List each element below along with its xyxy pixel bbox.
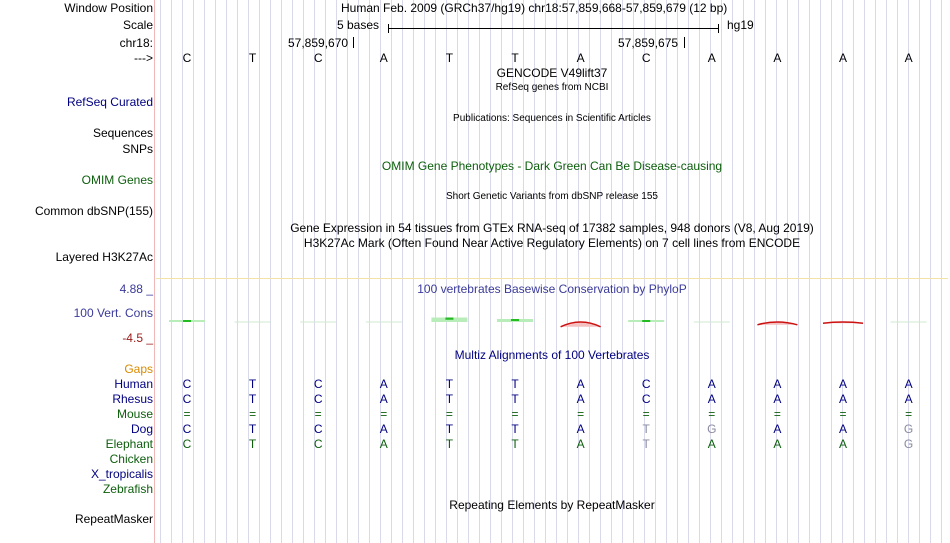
grid-line bbox=[336, 0, 337, 543]
phylop-min-label: -4.5 _ bbox=[122, 331, 153, 345]
grid-line bbox=[776, 0, 777, 543]
omim-track-title[interactable]: OMIM Gene Phenotypes - Dark Green Can Be Disease-causing bbox=[381, 159, 723, 173]
grid-line bbox=[182, 0, 183, 543]
window-position-value[interactable]: Human Feb. 2009 (GRCh37/hg19) chr18:57,859,668-57,859,679 (12 bp) bbox=[341, 1, 728, 15]
grid-line bbox=[787, 0, 788, 543]
phylop-wiggle[interactable] bbox=[156, 300, 948, 340]
phylop-mark-core bbox=[642, 320, 650, 322]
alignment-base: T bbox=[248, 422, 257, 436]
refseq-track-subtitle[interactable]: RefSeq genes from NCBI bbox=[495, 82, 609, 93]
grid-line bbox=[809, 0, 810, 543]
grid-line bbox=[754, 0, 755, 543]
grid-line bbox=[842, 0, 843, 543]
alignment-base: A bbox=[707, 377, 716, 391]
alignment-base: C bbox=[313, 422, 323, 436]
alignment-base: A bbox=[838, 377, 847, 391]
sequences-track-label[interactable]: Sequences bbox=[92, 126, 153, 140]
species-label-x_tropicalis[interactable]: X_tropicalis bbox=[90, 467, 153, 481]
grid-line bbox=[732, 0, 733, 543]
alignment-base: A bbox=[773, 437, 782, 451]
grid-line bbox=[358, 0, 359, 543]
alignment-base: T bbox=[511, 392, 519, 406]
scale-bar-label: 5 bases bbox=[337, 18, 380, 32]
alignment-base: A bbox=[576, 437, 585, 451]
alignment-base: A bbox=[773, 377, 782, 391]
base-letter: A bbox=[707, 51, 716, 65]
alignment-base: T bbox=[445, 422, 454, 436]
grid-line bbox=[765, 0, 766, 543]
grid-line bbox=[688, 0, 689, 543]
alignment-base: = bbox=[905, 407, 913, 421]
grid-line bbox=[292, 0, 293, 543]
grid-line bbox=[468, 0, 469, 543]
alignment-base: G bbox=[903, 422, 914, 436]
alignment-base: T bbox=[642, 422, 650, 436]
species-label-elephant[interactable]: Elephant bbox=[105, 437, 153, 451]
alignment-base: C bbox=[182, 377, 192, 391]
base-letter: C bbox=[182, 51, 192, 65]
grid-line bbox=[721, 0, 722, 543]
grid-line bbox=[490, 0, 491, 543]
grid-line bbox=[897, 0, 898, 543]
species-label-zebrafish[interactable]: Zebrafish bbox=[102, 482, 153, 496]
alignment-base: T bbox=[248, 377, 257, 391]
grid-line bbox=[204, 0, 205, 543]
coord-tick-left bbox=[353, 37, 354, 48]
scale-bar bbox=[388, 24, 719, 33]
alignment-base: C bbox=[313, 377, 323, 391]
alignment-base: A bbox=[576, 377, 585, 391]
grid-line bbox=[446, 0, 447, 543]
base-letter: C bbox=[641, 51, 651, 65]
alignment-base: A bbox=[576, 422, 585, 436]
grid-line bbox=[853, 0, 854, 543]
alignment-base: C bbox=[641, 377, 651, 391]
alignment-base: A bbox=[838, 392, 847, 406]
coord-left: 57,859,670 bbox=[288, 36, 349, 50]
alignment-base: A bbox=[838, 437, 847, 451]
grid-line bbox=[666, 0, 667, 543]
base-letter: A bbox=[904, 51, 913, 65]
phylop-mark-core bbox=[511, 319, 519, 321]
grid-line bbox=[919, 0, 920, 543]
scale-assembly: hg19 bbox=[727, 18, 754, 32]
grid-line bbox=[655, 0, 656, 543]
phylop-mark-negative bbox=[823, 322, 863, 323]
grid-line bbox=[457, 0, 458, 543]
strand-label[interactable]: ---> bbox=[134, 51, 153, 65]
alignment-base: A bbox=[904, 392, 913, 406]
species-label-rhesus[interactable]: Rhesus bbox=[112, 392, 153, 406]
refseq-track-label[interactable]: RefSeq Curated bbox=[66, 95, 153, 109]
phylop-mark-negative bbox=[561, 322, 601, 327]
grid-line bbox=[699, 0, 700, 543]
phylop-track-title[interactable]: 100 vertebrates Basewise Conservation by PhyloP bbox=[417, 282, 687, 296]
grid-line bbox=[270, 0, 271, 543]
grid-line bbox=[391, 0, 392, 543]
grid-line bbox=[380, 0, 381, 543]
phylop-max-label: 4.88 _ bbox=[119, 282, 153, 296]
alignment-base: A bbox=[707, 392, 716, 406]
coord-tick-right bbox=[684, 37, 685, 48]
alignment-base: A bbox=[576, 392, 585, 406]
grid-line bbox=[886, 0, 887, 543]
alignment-base: T bbox=[445, 437, 454, 451]
phylop-track-label[interactable]: 100 Vert. Cons bbox=[73, 306, 153, 320]
grid-line bbox=[677, 0, 678, 543]
alignment-base: G bbox=[903, 437, 914, 451]
track-divider bbox=[154, 0, 155, 543]
grid-line bbox=[941, 0, 942, 543]
section-separator bbox=[156, 278, 948, 279]
grid-line bbox=[413, 0, 414, 543]
species-label-human[interactable]: Human bbox=[114, 377, 153, 391]
grid-line bbox=[743, 0, 744, 543]
grid-line bbox=[435, 0, 436, 543]
h3k27ac-track-label[interactable]: Layered H3K27Ac bbox=[55, 250, 153, 264]
grid-line bbox=[831, 0, 832, 543]
alignment-base: T bbox=[248, 392, 257, 406]
alignment-base: C bbox=[182, 392, 192, 406]
alignment-base: T bbox=[642, 437, 650, 451]
grid-line bbox=[644, 0, 645, 543]
alignment-base: = bbox=[839, 407, 847, 421]
grid-line bbox=[226, 0, 227, 543]
omim-track-label[interactable]: OMIM Genes bbox=[81, 173, 153, 187]
grid-line bbox=[622, 0, 623, 543]
grid-line bbox=[930, 0, 931, 543]
alignment-base: T bbox=[445, 392, 454, 406]
grid-line bbox=[281, 0, 282, 543]
alignment-base: = bbox=[183, 407, 191, 421]
gencode-track-title[interactable]: GENCODE V49lift37 bbox=[496, 66, 608, 80]
alignment-base: A bbox=[838, 422, 847, 436]
grid-line bbox=[171, 0, 172, 543]
alignment-base: = bbox=[314, 407, 322, 421]
alignment-base: = bbox=[380, 407, 388, 421]
dbsnp-track-label[interactable]: Common dbSNP(155) bbox=[34, 204, 153, 218]
alignment-base: A bbox=[379, 422, 388, 436]
alignment-base: G bbox=[707, 422, 717, 436]
multiz-track-title[interactable]: Multiz Alignments of 100 Vertebrates bbox=[454, 348, 650, 362]
grid-line bbox=[864, 0, 865, 543]
alignment-base: C bbox=[313, 392, 323, 406]
base-letter: A bbox=[379, 51, 388, 65]
grid-line bbox=[798, 0, 799, 543]
alignment-base: = bbox=[773, 407, 781, 421]
window-position-label: Window Position bbox=[64, 1, 153, 15]
grid-line bbox=[160, 0, 161, 543]
scale-label: Scale bbox=[122, 18, 153, 32]
grid-line bbox=[820, 0, 821, 543]
alignment-base: C bbox=[182, 422, 192, 436]
alignment-base: T bbox=[511, 422, 519, 436]
base-letter: T bbox=[248, 51, 257, 65]
coord-right: 57,859,675 bbox=[618, 36, 679, 50]
alignment-base: = bbox=[642, 407, 650, 421]
grid-line bbox=[611, 0, 612, 543]
grid-line bbox=[633, 0, 634, 543]
alignment-base: = bbox=[445, 407, 453, 421]
alignment-base: = bbox=[249, 407, 257, 421]
grid-line bbox=[314, 0, 315, 543]
base-letter: T bbox=[511, 51, 519, 65]
repeatmasker-track-title[interactable]: Repeating Elements by RepeatMasker bbox=[449, 498, 655, 512]
grid-line bbox=[347, 0, 348, 543]
base-letter: T bbox=[445, 51, 454, 65]
base-letter: A bbox=[773, 51, 782, 65]
alignment-base: C bbox=[641, 392, 651, 406]
base-letter: C bbox=[313, 51, 323, 65]
alignment-base: T bbox=[511, 377, 519, 391]
alignment-base: = bbox=[511, 407, 519, 421]
gaps-track-label[interactable]: Gaps bbox=[124, 362, 153, 376]
grid-line bbox=[424, 0, 425, 543]
phylop-mark-negative bbox=[757, 322, 797, 325]
grid-line bbox=[325, 0, 326, 543]
dbsnp-track-title[interactable]: Short Genetic Variants from dbSNP release 155 bbox=[446, 191, 658, 202]
grid-line bbox=[237, 0, 238, 543]
snps-track-label[interactable]: SNPs bbox=[122, 142, 153, 156]
alignment-base: T bbox=[445, 377, 454, 391]
alignment-base: A bbox=[379, 437, 388, 451]
grid-line bbox=[248, 0, 249, 543]
publications-track-title[interactable]: Publications: Sequences in Scientific Articles bbox=[453, 113, 651, 124]
base-letter: A bbox=[838, 51, 847, 65]
grid-line bbox=[303, 0, 304, 543]
grid-line bbox=[259, 0, 260, 543]
alignment-base: = bbox=[577, 407, 585, 421]
phylop-mark-core bbox=[445, 318, 453, 320]
repeatmasker-track-label[interactable]: RepeatMasker bbox=[74, 512, 153, 526]
alignment-base: A bbox=[773, 392, 782, 406]
grid-line bbox=[402, 0, 403, 543]
phylop-mark-core bbox=[183, 320, 191, 322]
gtex-track-title[interactable]: Gene Expression in 54 tissues from GTEx RNA-seq of 17382 samples, 948 donors (V8, Aug 2019) bbox=[290, 221, 814, 235]
alignment-base: A bbox=[379, 392, 388, 406]
grid-line bbox=[875, 0, 876, 543]
species-label-mouse[interactable]: Mouse bbox=[116, 407, 153, 421]
alignment-base: = bbox=[708, 407, 716, 421]
alignment-base: C bbox=[182, 437, 192, 451]
alignment-base: T bbox=[248, 437, 257, 451]
grid-line bbox=[215, 0, 216, 543]
grid-line bbox=[479, 0, 480, 543]
alignment-base: C bbox=[313, 437, 323, 451]
alignment-base: T bbox=[511, 437, 519, 451]
grid-line bbox=[193, 0, 194, 543]
species-label-chicken[interactable]: Chicken bbox=[109, 452, 153, 466]
alignment-base: A bbox=[773, 422, 782, 436]
chrom-label: chr18: bbox=[119, 36, 153, 50]
alignment-base: A bbox=[904, 377, 913, 391]
h3k27ac-track-title[interactable]: H3K27Ac Mark (Often Found Near Active Regulatory Elements) on 7 cell lines from ENCODE bbox=[303, 236, 801, 250]
grid-line bbox=[710, 0, 711, 543]
grid-line bbox=[908, 0, 909, 543]
grid-line bbox=[369, 0, 370, 543]
base-letter: A bbox=[576, 51, 585, 65]
alignment-base: A bbox=[707, 437, 716, 451]
species-label-dog[interactable]: Dog bbox=[130, 422, 153, 436]
alignment-base: A bbox=[379, 377, 388, 391]
